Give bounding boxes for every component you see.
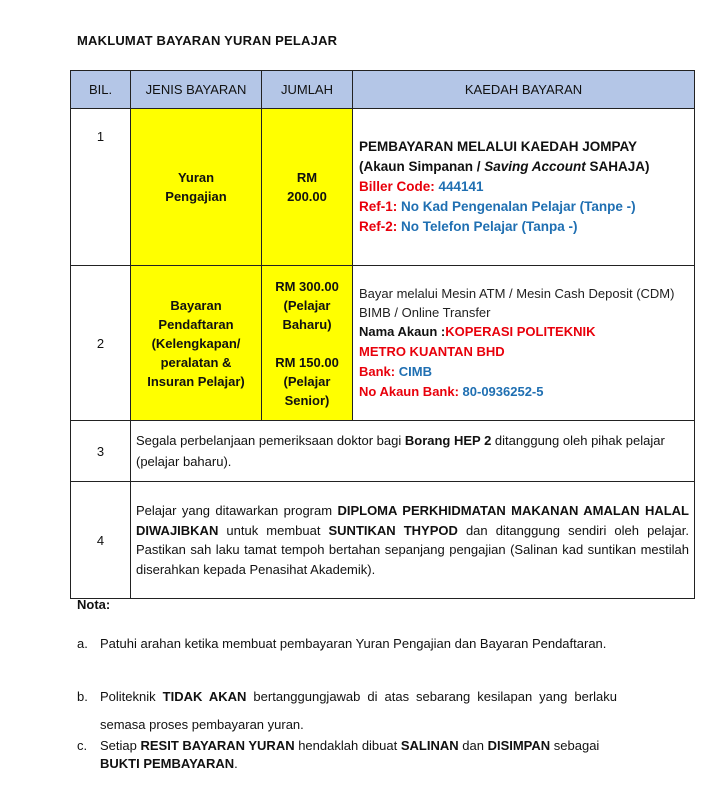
row-number: 1 (71, 109, 131, 266)
amount-line: 200.00 (287, 189, 327, 204)
table-header-row (71, 71, 695, 109)
amount-line: Baharu) (282, 316, 332, 332)
note-cell: Segala perbelanjaan pemeriksaan doktor bagi Borang HEP 2 ditanggung oleh pihak pelajar (pelajar baharu). (131, 421, 695, 482)
account-type-note: (Akaun Simpanan / Saving Account SAHAJA) (359, 159, 650, 174)
amount-cell (262, 109, 353, 266)
page-title: MAKLUMAT BAYARAN YURAN PELAJAR (77, 33, 338, 48)
note-text: Politeknik TIDAK AKAN bertanggungjawab di atas sebarang kesilapan yang berlaku semasa proses pembayaran yuran. (100, 689, 617, 732)
transfer-instructions: Bayar melalui Mesin ATM / Mesin Cash Deposit (CDM) BIMB / Online Transfer (359, 286, 675, 320)
amount-line: RM (296, 170, 318, 185)
amount-line: RM 300.00 (275, 278, 339, 294)
biller-code: Biller Code: 444141 (359, 179, 484, 194)
header-jumlah: JUMLAH (262, 71, 353, 109)
ref-1: Ref-1: No Kad Pengenalan Pelajar (Tanpe -) (359, 199, 636, 214)
table-row (71, 421, 695, 482)
header-bil: BIL. (71, 71, 131, 109)
nota-heading: Nota: (77, 597, 111, 612)
row-number: 3 (71, 421, 131, 482)
list-marker: a. (77, 636, 88, 651)
payment-table (70, 70, 695, 599)
jompay-heading: PEMBAYARAN MELALUI KAEDAH JOMPAY (359, 139, 638, 154)
payment-type-line: (Kelengkapan/ (151, 335, 241, 351)
list-item (77, 630, 617, 658)
header-kaedah-bayaran: KAEDAH BAYARAN (353, 71, 695, 109)
account-name: Nama Akaun :KOPERASI POLITEKNIK (359, 324, 596, 339)
amount-line: (Pelajar (283, 297, 331, 313)
payment-type-line: Pengajian (165, 189, 227, 204)
amount-line: RM 150.00 (275, 354, 339, 370)
payment-type-line: Yuran (177, 170, 215, 185)
payment-type-line: Bayaran (170, 297, 222, 313)
row-number: 2 (71, 266, 131, 421)
payment-method-cell (353, 109, 695, 266)
payment-type-cell (131, 109, 262, 266)
list-item (77, 737, 617, 773)
note-text: Setiap RESIT BAYARAN YURAN hendaklah dibuat SALINAN dan DISIMPAN sebagai BUKTI PEMBAYARAN. (100, 738, 600, 771)
note-text: Patuhi arahan ketika membuat pembayaran Yuran Pengajian dan Bayaran Pendaftaran. (100, 636, 607, 651)
ref-2: Ref-2: No Telefon Pelajar (Tanpa -) (359, 219, 578, 234)
table-row (71, 482, 695, 599)
header-jenis-bayaran: JENIS BAYARAN (131, 71, 262, 109)
payment-method-cell (353, 266, 695, 421)
row-number: 4 (71, 482, 131, 599)
payment-type-line: Pendaftaran (158, 316, 234, 332)
note-cell: Pelajar yang ditawarkan program DIPLOMA PERKHIDMATAN MAKANAN AMALAN HALAL DIWAJIBKAN untuk membuat SUNTIKAN THYPOD dan ditanggung sendiri oleh pelajar. Pastikan sah laku tamat tempoh bertahan sepanjang pengajian (Salinan kad suntikan mestilah diserahkan kepada Penasihat Akademik). (131, 482, 695, 599)
table-row (71, 109, 695, 266)
bank-account-number: No Akaun Bank: 80-0936252-5 (359, 384, 544, 399)
list-marker: c. (77, 738, 88, 753)
amount-line: (Pelajar (283, 373, 331, 389)
payment-type-line: Insuran Pelajar) (147, 373, 245, 389)
bank-name: Bank: CIMB (359, 364, 432, 379)
list-item (77, 683, 617, 739)
payment-type-line: peralatan & (160, 354, 232, 370)
account-name-cont: METRO KUANTAN BHD (359, 344, 505, 359)
list-marker: b. (77, 689, 88, 704)
amount-cell (262, 266, 353, 421)
amount-line: Senior) (284, 392, 330, 408)
payment-type-cell (131, 266, 262, 421)
table-row (71, 266, 695, 421)
